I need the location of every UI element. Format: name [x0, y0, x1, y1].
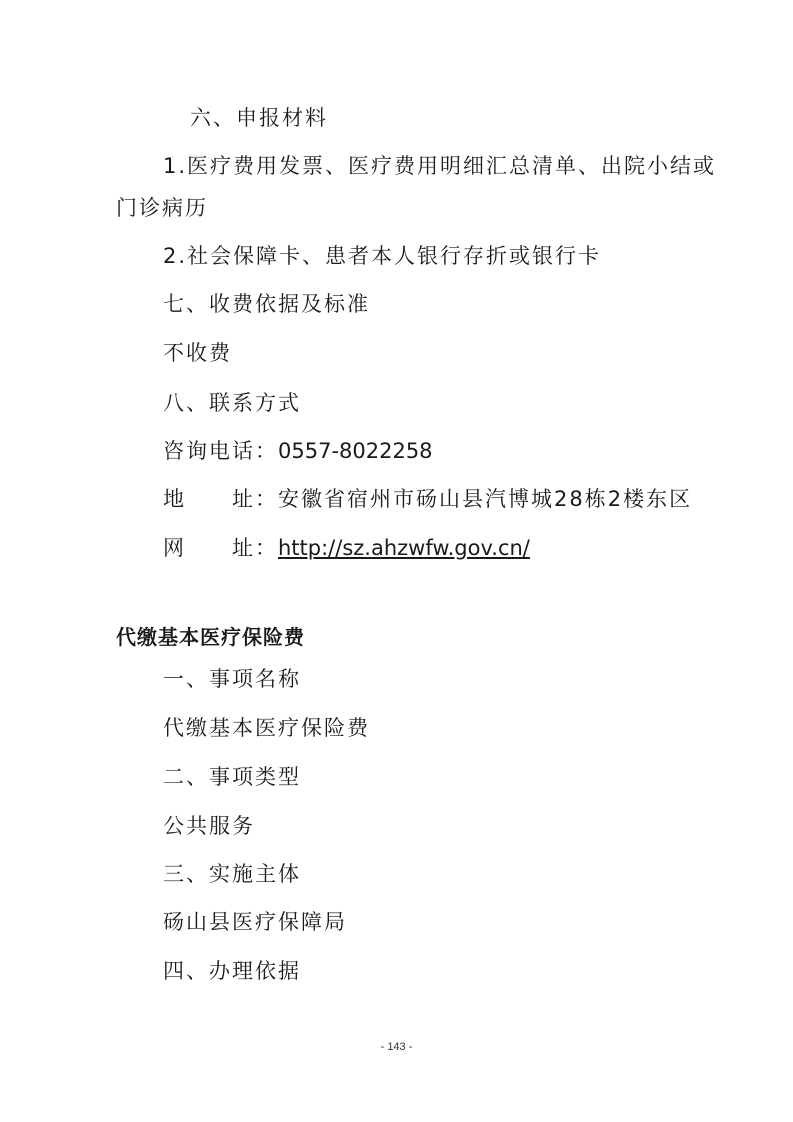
- website-label-char-2: 址：: [232, 536, 278, 560]
- implementing-body-title: 三、实施主体: [163, 862, 301, 886]
- address-value: 安徽省宿州市砀山县汽博城28栋2楼东区: [278, 487, 693, 511]
- materials-item-2: 2.社会保障卡、患者本人银行存折或银行卡: [163, 244, 602, 268]
- section-heading: 代缴基本医疗保险费: [116, 625, 305, 649]
- section-8-title: 八、联系方式: [163, 391, 301, 415]
- contact-phone: [163, 437, 433, 465]
- phone-label: 咨询电话：: [163, 439, 278, 463]
- contact-website: [163, 534, 530, 562]
- materials-item-1: 1.医疗费用发票、医疗费用明细汇总清单、出院小结或: [163, 154, 717, 178]
- implementing-body-value: 砀山县医疗保障局: [163, 910, 347, 934]
- address-label-char-2: 址：: [232, 487, 278, 511]
- website-link[interactable]: http://sz.ahzwfw.gov.cn/: [278, 536, 530, 560]
- address-label-char-1: 地: [163, 487, 186, 511]
- item-type-body: 公共服务: [163, 814, 255, 838]
- item-type-title: 二、事项类型: [163, 765, 301, 789]
- materials-item-1-continued: 门诊病历: [116, 196, 208, 220]
- phone-value: 0557-8022258: [278, 439, 433, 463]
- section-7-title: 七、收费依据及标准: [163, 292, 370, 316]
- legal-basis-title: 四、办理依据: [163, 959, 301, 983]
- website-label-char-1: 网: [163, 536, 186, 560]
- item-name-body: 代缴基本医疗保险费: [163, 716, 370, 740]
- page-number: - 143 -: [380, 1041, 413, 1053]
- section-6-title: 六、申报材料: [190, 106, 328, 130]
- fee-statement: 不收费: [163, 341, 232, 365]
- contact-address: [163, 485, 692, 513]
- item-name-title: 一、事项名称: [163, 667, 301, 691]
